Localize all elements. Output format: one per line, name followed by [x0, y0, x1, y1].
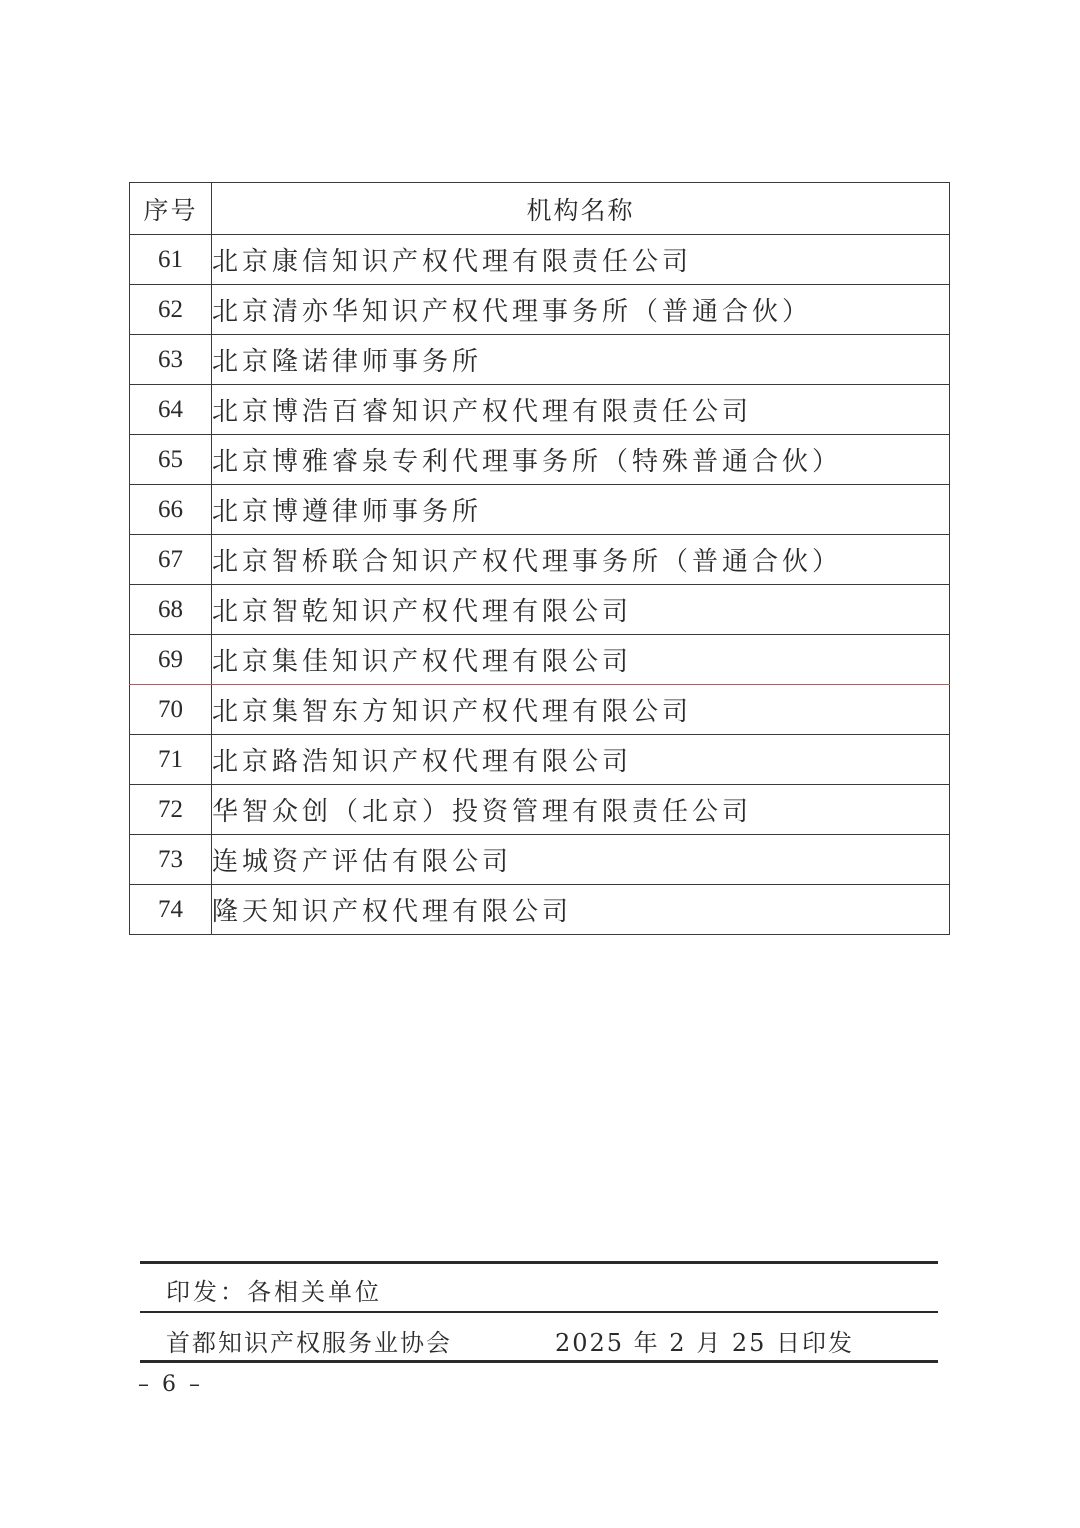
row-number: 70 [130, 685, 212, 735]
organization-name: 北京康信知识产权代理有限责任公司 [212, 235, 950, 285]
issue-date: 2025 年 2 月 25 日印发 [554, 1329, 854, 1357]
table-row [130, 285, 950, 335]
distribution-line: 印发：各相关单位 [166, 1278, 382, 1306]
organization-name: 北京博雅睿泉专利代理事务所（特殊普通合伙） [212, 435, 950, 485]
organization-name: 隆天知识产权代理有限公司 [212, 885, 950, 935]
footer-middle-rule [140, 1311, 938, 1313]
organization-name: 北京博遵律师事务所 [212, 485, 950, 535]
header-organization-name: 机构名称 [212, 183, 950, 235]
organization-name: 北京集智东方知识产权代理有限公司 [212, 685, 950, 735]
row-number: 69 [130, 635, 212, 685]
row-number: 62 [130, 285, 212, 335]
row-number: 65 [130, 435, 212, 485]
organization-name: 北京隆诺律师事务所 [212, 335, 950, 385]
table-row [130, 835, 950, 885]
organization-name: 华智众创（北京）投资管理有限责任公司 [212, 785, 950, 835]
row-number: 68 [130, 585, 212, 635]
organization-table [129, 182, 950, 935]
footer-bottom-rule [140, 1360, 938, 1363]
table-row [130, 785, 950, 835]
organization-name: 北京博浩百睿知识产权代理有限责任公司 [212, 385, 950, 435]
row-number: 72 [130, 785, 212, 835]
organization-name: 北京集佳知识产权代理有限公司 [212, 635, 950, 685]
table-row [130, 635, 950, 685]
table-row [130, 585, 950, 635]
footer-top-rule [140, 1261, 938, 1264]
table-row [130, 335, 950, 385]
row-number: 73 [130, 835, 212, 885]
row-number: 71 [130, 735, 212, 785]
organization-name: 北京智桥联合知识产权代理事务所（普通合伙） [212, 535, 950, 585]
row-number: 64 [130, 385, 212, 435]
table-row [130, 685, 950, 735]
row-number: 67 [130, 535, 212, 585]
organization-name: 连城资产评估有限公司 [212, 835, 950, 885]
table-row [130, 535, 950, 585]
row-number: 74 [130, 885, 212, 935]
table-row [130, 235, 950, 285]
row-number: 66 [130, 485, 212, 535]
table-row [130, 735, 950, 785]
row-number: 61 [130, 235, 212, 285]
table-header-row [130, 183, 950, 235]
page-number: – 6 – [138, 1372, 203, 1397]
table-row [130, 885, 950, 935]
organization-name: 北京路浩知识产权代理有限公司 [212, 735, 950, 785]
organization-name: 北京智乾知识产权代理有限公司 [212, 585, 950, 635]
header-serial-number: 序号 [130, 183, 212, 235]
table-row [130, 385, 950, 435]
table-row [130, 485, 950, 535]
issuer-name: 首都知识产权服务业协会 [166, 1329, 452, 1357]
organization-name: 北京清亦华知识产权代理事务所（普通合伙） [212, 285, 950, 335]
row-number: 63 [130, 335, 212, 385]
table-row [130, 435, 950, 485]
